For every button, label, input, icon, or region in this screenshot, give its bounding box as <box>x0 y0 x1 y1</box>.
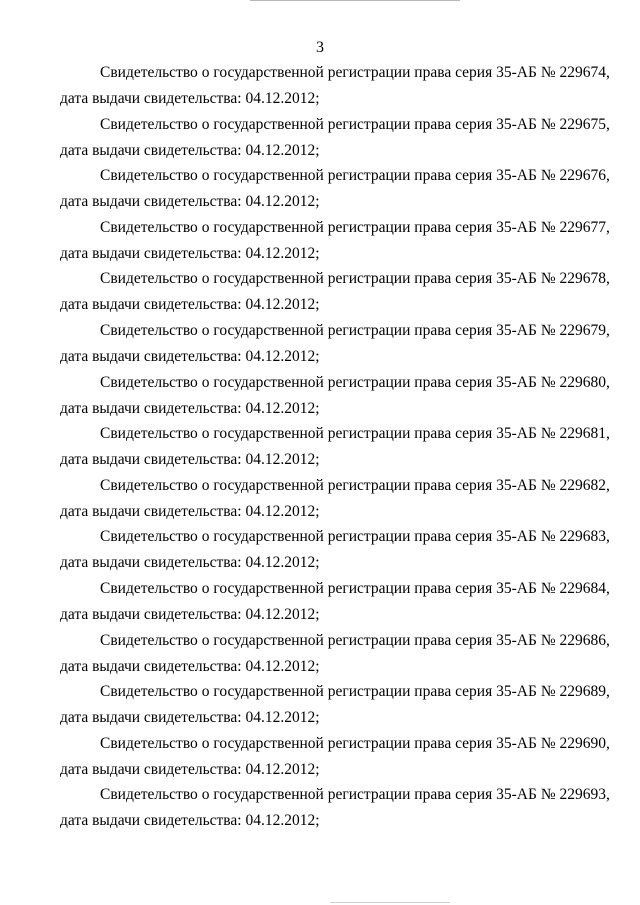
certificate-word: Свидетельство <box>100 425 198 443</box>
certificate-word: Свидетельство <box>100 64 198 81</box>
certificate-number: 229683, <box>559 528 610 546</box>
certificate-title-line <box>60 318 610 344</box>
certificate-word: 35-АБ <box>496 115 537 133</box>
certificate-word: Свидетельство <box>100 167 198 185</box>
certificate-word: Свидетельство <box>100 579 198 597</box>
certificate-word: регистрации <box>327 64 411 81</box>
certificate-entry <box>60 628 610 680</box>
certificate-word: государственной <box>213 218 324 236</box>
issue-date-line: дата выдачи свидетельства: 04.12.2012; <box>60 347 320 365</box>
certificate-word: серия <box>455 270 493 288</box>
certificate-entry <box>60 524 610 576</box>
certificate-word: серия <box>455 167 493 185</box>
issue-date-line: дата выдачи свидетельства: 04.12.2012; <box>60 399 320 417</box>
certificate-word: регистрации <box>327 425 411 443</box>
certificate-number: 229693, <box>559 786 610 804</box>
certificate-word: регистрации <box>327 579 411 597</box>
certificate-word: регистрации <box>327 786 411 804</box>
certificate-word: о <box>201 321 210 339</box>
certificate-word: серия <box>455 631 493 649</box>
certificate-word: права <box>414 786 452 804</box>
certificate-title-line <box>60 421 610 447</box>
certificate-word: о <box>201 786 210 804</box>
certificate-number: 229679, <box>559 321 610 339</box>
certificate-title-line <box>60 112 610 138</box>
certificate-word: 35-АБ <box>496 786 537 804</box>
certificate-word: регистрации <box>327 631 411 649</box>
certificate-word: о <box>201 373 210 391</box>
certificate-word: Свидетельство <box>100 786 198 804</box>
certificate-word: государственной <box>213 734 324 752</box>
certificate-title-line <box>60 576 610 602</box>
certificate-word: права <box>414 115 452 133</box>
certificate-word: права <box>414 270 452 288</box>
certificate-word: Свидетельство <box>100 631 198 649</box>
issue-date-line: дата выдачи свидетельства: 04.12.2012; <box>60 90 320 107</box>
certificate-word: государственной <box>213 683 324 701</box>
issue-date-line: дата выдачи свидетельства: 04.12.2012; <box>60 709 320 727</box>
issue-date-line: дата выдачи свидетельства: 04.12.2012; <box>60 554 320 572</box>
certificate-word: права <box>414 631 452 649</box>
certificate-number: 229678, <box>559 270 610 288</box>
certificate-word: государственной <box>213 270 324 288</box>
certificate-word: о <box>201 167 210 185</box>
certificate-title-line <box>60 473 610 499</box>
certificate-word: государственной <box>213 786 324 804</box>
certificate-word: серия <box>455 115 493 133</box>
certificate-entry <box>60 782 610 834</box>
certificate-word: Свидетельство <box>100 270 198 288</box>
certificate-word: серия <box>455 321 493 339</box>
certificate-word: 35-АБ <box>496 270 537 288</box>
issue-date-line: дата выдачи свидетельства: 04.12.2012; <box>60 605 320 623</box>
certificate-title-line <box>60 731 610 757</box>
certificate-entry <box>60 112 610 164</box>
certificate-word: серия <box>455 528 493 546</box>
certificate-title-line <box>60 266 610 292</box>
certificate-word: государственной <box>213 425 324 443</box>
certificate-word: серия <box>455 373 493 391</box>
certificate-title-line <box>60 370 610 396</box>
certificate-title-line <box>60 679 610 705</box>
certificate-word: государственной <box>213 167 324 185</box>
certificate-word: серия <box>455 64 493 81</box>
certificate-entry <box>60 576 610 628</box>
certificate-number: 229676, <box>559 167 610 185</box>
certificate-number: 229677, <box>559 218 610 236</box>
certificate-title-line <box>60 215 610 241</box>
certificate-word: о <box>201 425 210 443</box>
issue-date-line: дата выдачи свидетельства: 04.12.2012; <box>60 502 320 520</box>
certificate-word: права <box>414 321 452 339</box>
certificate-entry <box>60 318 610 370</box>
certificate-word: права <box>414 373 452 391</box>
certificate-number: 229689, <box>559 683 610 701</box>
certificate-word: о <box>201 579 210 597</box>
certificate-word: права <box>414 218 452 236</box>
scan-edge-line <box>250 0 460 1</box>
certificate-word: регистрации <box>327 321 411 339</box>
certificate-word: государственной <box>213 115 324 133</box>
certificate-word: права <box>414 425 452 443</box>
certificate-entry <box>60 370 610 422</box>
certificate-title-line <box>60 60 610 86</box>
certificate-word: № <box>540 64 556 81</box>
certificate-word: 35-АБ <box>496 64 537 81</box>
certificate-word: регистрации <box>327 218 411 236</box>
certificate-word: 35-АБ <box>496 425 537 443</box>
issue-date-line: дата выдачи свидетельства: 04.12.2012; <box>60 812 320 830</box>
certificate-word: о <box>201 734 210 752</box>
certificate-word: регистрации <box>327 683 411 701</box>
certificate-word: № <box>540 579 556 597</box>
certificate-word: о <box>201 218 210 236</box>
certificate-title-line <box>60 163 610 189</box>
certificate-word: № <box>540 683 556 701</box>
certificate-entry <box>60 679 610 731</box>
certificate-word: № <box>540 270 556 288</box>
certificate-word: права <box>414 683 452 701</box>
certificate-word: права <box>414 528 452 546</box>
certificate-word: регистрации <box>327 167 411 185</box>
certificate-word: 35-АБ <box>496 167 537 185</box>
issue-date-line: дата выдачи свидетельства: 04.12.2012; <box>60 296 320 314</box>
certificate-word: 35-АБ <box>496 321 537 339</box>
issue-date-line: дата выдачи свидетельства: 04.12.2012; <box>60 760 320 778</box>
certificate-word: 35-АБ <box>496 373 537 391</box>
page-number: 3 <box>316 39 324 56</box>
certificate-word: государственной <box>213 528 324 546</box>
certificate-word: о <box>201 270 210 288</box>
certificate-number: 229681, <box>559 425 610 443</box>
certificate-word: серия <box>455 579 493 597</box>
certificate-word: № <box>540 321 556 339</box>
certificate-word: регистрации <box>327 270 411 288</box>
certificate-word: права <box>414 167 452 185</box>
certificate-word: Свидетельство <box>100 476 198 494</box>
certificate-title-line <box>60 628 610 654</box>
certificate-entry <box>60 266 610 318</box>
certificate-list <box>60 60 610 834</box>
certificate-word: о <box>201 476 210 494</box>
issue-date-line: дата выдачи свидетельства: 04.12.2012; <box>60 141 320 159</box>
certificate-word: № <box>540 528 556 546</box>
certificate-word: Свидетельство <box>100 683 198 701</box>
scan-edge-line <box>330 902 450 903</box>
certificate-word: государственной <box>213 321 324 339</box>
certificate-word: Свидетельство <box>100 528 198 546</box>
certificate-entry <box>60 60 610 112</box>
certificate-word: серия <box>455 425 493 443</box>
certificate-word: государственной <box>213 579 324 597</box>
certificate-number: 229690, <box>559 734 610 752</box>
certificate-word: серия <box>455 734 493 752</box>
certificate-entry <box>60 215 610 267</box>
certificate-word: № <box>540 373 556 391</box>
certificate-number: 229684, <box>559 579 610 597</box>
issue-date-line: дата выдачи свидетельства: 04.12.2012; <box>60 193 320 211</box>
certificate-number: 229675, <box>559 115 610 133</box>
certificate-word: серия <box>455 683 493 701</box>
certificate-number: 229674, <box>559 64 610 81</box>
certificate-word: № <box>540 425 556 443</box>
certificate-word: серия <box>455 786 493 804</box>
certificate-word: 35-АБ <box>496 579 537 597</box>
certificate-word: права <box>414 579 452 597</box>
certificate-word: регистрации <box>327 115 411 133</box>
certificate-word: регистрации <box>327 734 411 752</box>
certificate-word: Свидетельство <box>100 321 198 339</box>
certificate-word: государственной <box>213 64 324 81</box>
certificate-word: Свидетельство <box>100 734 198 752</box>
certificate-word: о <box>201 683 210 701</box>
issue-date-line: дата выдачи свидетельства: 04.12.2012; <box>60 451 320 469</box>
certificate-word: Свидетельство <box>100 218 198 236</box>
certificate-word: государственной <box>213 373 324 391</box>
certificate-word: № <box>540 167 556 185</box>
certificate-word: государственной <box>213 631 324 649</box>
certificate-word: Свидетельство <box>100 115 198 133</box>
certificate-word: № <box>540 115 556 133</box>
certificate-word: 35-АБ <box>496 631 537 649</box>
certificate-word: 35-АБ <box>496 476 537 494</box>
certificate-word: 35-АБ <box>496 683 537 701</box>
certificate-title-line <box>60 524 610 550</box>
certificate-word: серия <box>455 476 493 494</box>
certificate-word: регистрации <box>327 528 411 546</box>
certificate-word: 35-АБ <box>496 218 537 236</box>
certificate-word: права <box>414 734 452 752</box>
certificate-title-line <box>60 782 610 808</box>
certificate-entry <box>60 473 610 525</box>
certificate-word: права <box>414 64 452 81</box>
certificate-word: № <box>540 631 556 649</box>
certificate-word: серия <box>455 218 493 236</box>
certificate-word: № <box>540 734 556 752</box>
certificate-number: 229680, <box>559 373 610 391</box>
certificate-number: 229682, <box>559 476 610 494</box>
certificate-word: 35-АБ <box>496 734 537 752</box>
issue-date-line: дата выдачи свидетельства: 04.12.2012; <box>60 244 320 262</box>
certificate-entry <box>60 421 610 473</box>
certificate-word: регистрации <box>327 373 411 391</box>
certificate-word: о <box>201 631 210 649</box>
certificate-word: 35-АБ <box>496 528 537 546</box>
certificate-word: № <box>540 786 556 804</box>
certificate-entry <box>60 731 610 783</box>
certificate-word: о <box>201 528 210 546</box>
certificate-entry <box>60 163 610 215</box>
certificate-number: 229686, <box>559 631 610 649</box>
certificate-word: о <box>201 64 210 81</box>
certificate-word: № <box>540 476 556 494</box>
certificate-word: государственной <box>213 476 324 494</box>
certificate-word: № <box>540 218 556 236</box>
certificate-word: Свидетельство <box>100 373 198 391</box>
issue-date-line: дата выдачи свидетельства: 04.12.2012; <box>60 657 320 675</box>
certificate-word: права <box>414 476 452 494</box>
certificate-word: регистрации <box>327 476 411 494</box>
certificate-word: о <box>201 115 210 133</box>
